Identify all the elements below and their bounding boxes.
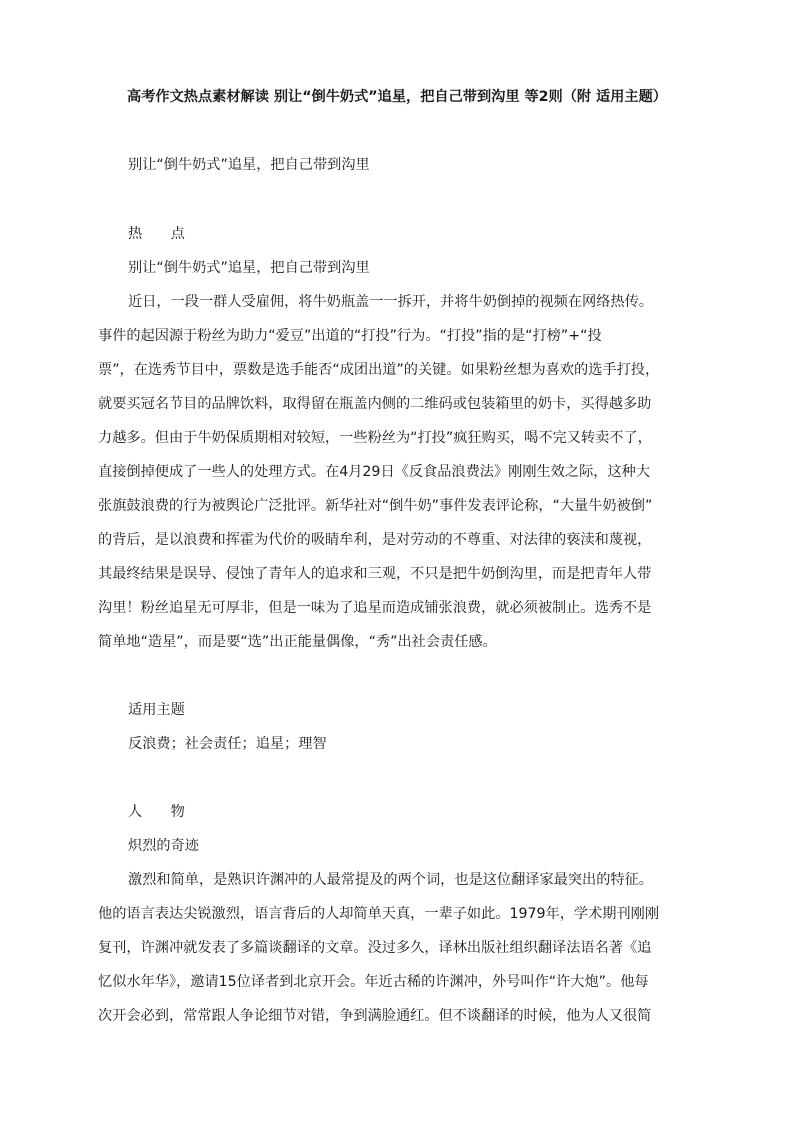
paragraph-line: 忆似水年华》，邀请15位译者到北京开会。年近古稀的许渊冲，外号叫作“许大炮”。他每 [98, 974, 649, 990]
paragraph-line: 次开会必到，常常跟人争论细节对错，争到满脸通红。但不谈翻译的时候，他为人又很简 [98, 1008, 652, 1024]
paragraph-line: 直接倒掉便成了一些人的处理方式。在4月29日《反食品浪费法》刚刚生效之际，这种大 [98, 464, 651, 480]
paragraph-line: 近日，一段一群人受雇佣，将牛奶瓶盖一一拆开，并将牛奶倒掉的视频在网络热传。 [128, 294, 653, 310]
paragraph-line: 张旗鼓浪费的行为被舆论广泛批评。新华社对“倒牛奶”事件发表评论称，“大量牛奶被倒” [98, 498, 653, 514]
paragraph-line: 复刊，许渊冲就发表了多篇谈翻译的文章。没过多久，译林出版社组织翻译法语名著《追 [98, 940, 652, 956]
article-subheading: 别让“倒牛奶式”追星，把自己带到沟里 [128, 260, 370, 276]
document-title: 高考作文热点素材解读 别让“倒牛奶式”追星，把自己带到沟里 等2则（附 适用主题） [127, 89, 667, 105]
paragraph-line: 就要买冠名节目的品牌饮料，取得留在瓶盖内侧的二维码或包装箱里的奶卡，买得越多助 [98, 396, 652, 412]
paragraph-line: 激烈和简单，是熟识许渊冲的人最常提及的两个词，也是这位翻译家最突出的特征。 [128, 872, 653, 888]
article-heading: 别让“倒牛奶式”追星，把自己带到沟里 [128, 157, 370, 173]
paragraph-line: 简单地“造星”，而是要“选”出正能量偶像，“秀”出社会责任感。 [98, 634, 497, 650]
themes-list: 反浪费；社会责任；追星；理智 [128, 736, 327, 752]
paragraph-line: 其最终结果是误导、侵蚀了青年人的追求和三观，不只是把牛奶倒沟里，而是把青年人带 [98, 566, 652, 582]
paragraph-line: 力越多。但由于牛奶保质期相对较短，一些粉丝为“打投”疯狂购买，喝不完又转卖不了， [98, 430, 652, 446]
paragraph-line: 沟里！粉丝追星无可厚非，但是一味为了追星而造成铺张浪费，就必须被制止。选秀不是 [98, 600, 652, 616]
section-label-person: 人 物 [128, 804, 185, 820]
paragraph-line: 他的语言表达尖锐激烈，语言背后的人却简单天真，一辈子如此。1979年，学术期刊刚刚 [98, 906, 660, 922]
article-subheading: 炽烈的奇迹 [128, 838, 199, 854]
themes-label: 适用主题 [128, 702, 185, 718]
paragraph-line: 的背后，是以浪费和挥霍为代价的吸睛牟利，是对劳动的不尊重、对法律的亵渎和蔑视， [98, 532, 652, 548]
section-label-hotspot: 热 点 [128, 226, 185, 242]
paragraph-line: 票”，在选秀节目中，票数是选手能否“成团出道”的关键。如果粉丝想为喜欢的选手打投， [98, 362, 660, 378]
paragraph-line: 事件的起因源于粉丝为助力“爱豆”出道的“打投”行为。“打投”指的是“打榜”+“投 [98, 328, 602, 344]
